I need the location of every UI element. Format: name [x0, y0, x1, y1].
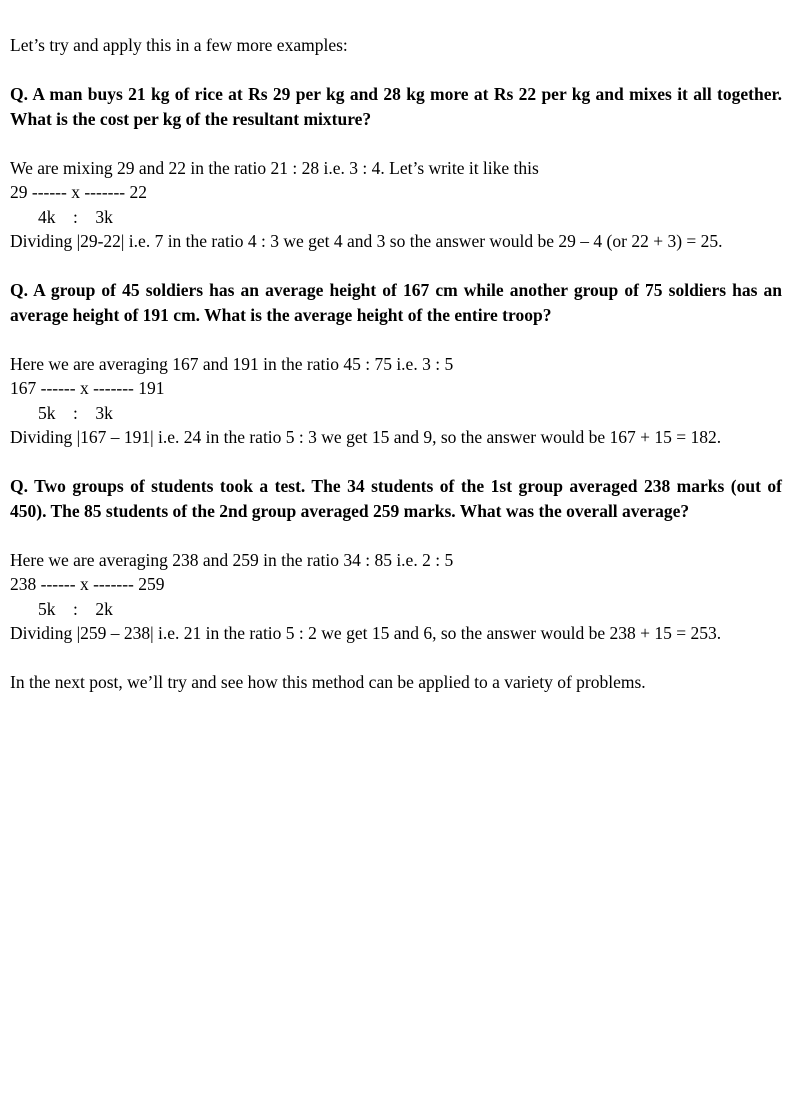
question-2: Q. A group of 45 soldiers has an average height of 167 cm while another group of 75 soldiers has an average height of 191 cm. What is the average height of the entire troop?	[10, 280, 782, 325]
ratio-row-2: 5k : 3k	[38, 402, 113, 423]
solution-3: Dividing |259 – 238| i.e. 21 in the ratio 5 : 2 we get 15 and 6, so the answer would be 238 + 15 = 253.	[10, 623, 722, 643]
spacer	[10, 450, 782, 475]
question-3: Q. Two groups of students took a test. The 34 students of the 1st group averaged 238 marks (out of 450). The 85 students of the 2nd group averaged 259 marks. What was the overall average?	[10, 476, 782, 521]
question-1: Q. A man buys 21 kg of rice at Rs 29 per kg and 28 kg more at Rs 22 per kg and mixes it all together. What is the cost per kg of the resultant mixture?	[10, 84, 782, 129]
example-3	[10, 474, 782, 646]
example-1	[10, 82, 782, 254]
setup-1: We are mixing 29 and 22 in the ratio 21 : 28 i.e. 3 : 4. Let’s write it like this	[10, 157, 539, 178]
setup-3: Here we are averaging 238 and 259 in the ratio 34 : 85 i.e. 2 : 5	[10, 549, 454, 570]
setup-2: Here we are averaging 167 and 191 in the ratio 45 : 75 i.e. 3 : 5	[10, 353, 454, 374]
alligation-diagram-1: 29 ------ x ------- 22	[10, 182, 148, 202]
alligation-diagram-3: 238 ------ x ------- 259	[10, 574, 165, 594]
ratio-row-3: 5k : 2k	[38, 598, 113, 619]
spacer	[10, 646, 782, 671]
spacer	[10, 254, 782, 279]
closing-text: In the next post, we’ll try and see how this method can be applied to a variety of problems.	[10, 672, 646, 692]
spacer	[10, 523, 782, 548]
example-2	[10, 278, 782, 450]
intro-text: Let’s try and apply this in a few more examples:	[10, 35, 348, 55]
ratio-row-1: 4k : 3k	[38, 206, 113, 227]
spacer	[10, 58, 782, 83]
document-page	[10, 33, 782, 695]
spacer	[10, 131, 782, 156]
solution-1: Dividing |29-22| i.e. 7 in the ratio 4 : 3 we get 4 and 3 so the answer would be 29 – 4 (or 22 + 3) = 25.	[10, 231, 723, 251]
solution-2: Dividing |167 – 191| i.e. 24 in the ratio 5 : 3 we get 15 and 9, so the answer would be 167 + 15 = 182.	[10, 427, 722, 447]
alligation-diagram-2: 167 ------ x ------- 191	[10, 378, 165, 398]
spacer	[10, 327, 782, 352]
